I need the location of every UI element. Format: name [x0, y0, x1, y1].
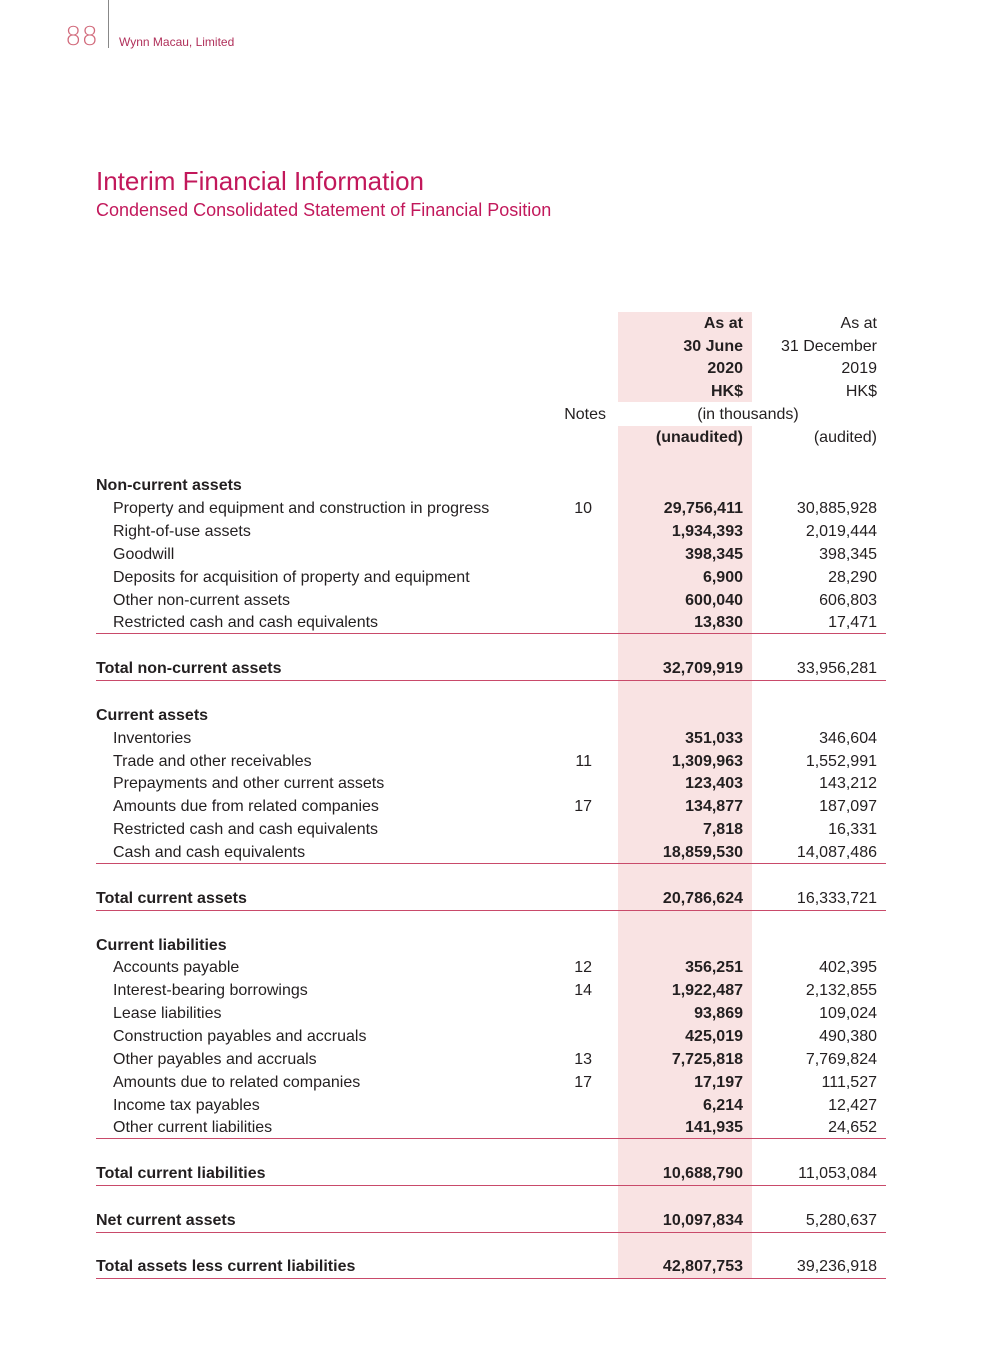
row-current-value: 29,756,411 [663, 500, 743, 517]
row-current-value: 18,859,530 [662, 844, 743, 861]
row-current-value: 141,935 [685, 1119, 743, 1136]
total-previous-value: 5,280,637 [805, 1212, 877, 1229]
current-col-header-line2: 30 June [683, 338, 743, 355]
notes-column-header: Notes [564, 406, 606, 423]
table-row [96, 1048, 886, 1071]
row-current-value: 123,403 [685, 775, 743, 792]
row-previous-value: 490,380 [819, 1028, 877, 1045]
row-label: Goodwill [113, 546, 175, 563]
row-current-value: 6,900 [702, 569, 743, 586]
total-previous-value: 16,333,721 [796, 890, 877, 907]
total-row-current-assets [96, 887, 886, 910]
row-current-value: 600,040 [685, 592, 743, 609]
table-row [96, 566, 886, 589]
row-previous-value: 30,885,928 [796, 500, 877, 517]
row-previous-value: 14,087,486 [796, 844, 877, 861]
row-label: Trade and other receivables [113, 753, 312, 770]
row-current-value: 93,869 [694, 1005, 743, 1022]
subtotal-rule [96, 1138, 886, 1139]
table-row [96, 543, 886, 566]
row-previous-value: 2,132,855 [805, 982, 877, 999]
units-label: (in thousands) [697, 406, 799, 423]
current-col-header-status: (unaudited) [655, 429, 743, 446]
row-current-value: 1,309,963 [671, 753, 743, 770]
table-row [96, 497, 886, 520]
section-heading-label: Current assets [96, 707, 209, 724]
row-label: Interest-bearing borrowings [113, 982, 308, 999]
row-current-value: 6,214 [702, 1097, 743, 1114]
row-current-value: 1,922,487 [671, 982, 743, 999]
table-row [96, 979, 886, 1002]
row-previous-value: 606,803 [819, 592, 877, 609]
row-current-value: 13,830 [694, 614, 743, 631]
company-name: Wynn Macau, Limited [119, 35, 235, 49]
row-current-value: 425,019 [685, 1028, 743, 1045]
table-row [96, 750, 886, 773]
row-current-value: 351,033 [685, 730, 743, 747]
total-label: Total current liabilities [96, 1165, 266, 1182]
row-previous-value: 17,471 [828, 614, 877, 631]
row-current-value: 7,725,818 [671, 1051, 743, 1068]
total-row-current-liabilities [96, 1162, 886, 1185]
row-label: Right-of-use assets [113, 523, 251, 540]
row-label: Lease liabilities [113, 1005, 222, 1022]
previous-col-header-line1: As at [840, 315, 877, 332]
row-label: Deposits for acquisition of property and equipment [113, 569, 470, 586]
table-row [96, 1025, 886, 1048]
section-heading-non-current-assets [96, 474, 886, 497]
total-current-value: 32,709,919 [662, 660, 743, 677]
row-note: 17 [574, 798, 592, 815]
row-label: Restricted cash and cash equivalents [113, 614, 379, 631]
row-previous-value: 187,097 [819, 798, 877, 815]
row-label: Construction payables and accruals [113, 1028, 367, 1045]
total-rule [96, 910, 886, 911]
row-previous-value: 346,604 [819, 730, 877, 747]
table-row [96, 520, 886, 543]
row-label: Restricted cash and cash equivalents [113, 821, 379, 838]
row-label: Accounts payable [113, 959, 240, 976]
total-previous-value: 33,956,281 [796, 660, 877, 677]
total-rule [96, 1278, 886, 1279]
row-previous-value: 28,290 [828, 569, 877, 586]
row-label: Property and equipment and construction in progress [113, 500, 490, 517]
row-previous-value: 2,019,444 [805, 523, 877, 540]
section-heading-current-liabilities [96, 934, 886, 957]
table-row [96, 772, 886, 795]
total-label: Total non-current assets [96, 660, 282, 677]
table-row [96, 727, 886, 750]
total-current-value: 10,688,790 [662, 1165, 743, 1182]
table-row [96, 1116, 886, 1139]
row-note: 12 [574, 959, 592, 976]
row-label: Amounts due from related companies [113, 798, 379, 815]
row-label: Other payables and accruals [113, 1051, 317, 1068]
current-col-header-currency: HK$ [710, 383, 743, 400]
total-label: Total current assets [96, 890, 247, 907]
row-note: 17 [574, 1074, 592, 1091]
table-row [96, 1094, 886, 1117]
total-rule [96, 1232, 886, 1233]
total-previous-value: 11,053,084 [798, 1165, 877, 1182]
row-previous-value: 16,331 [828, 821, 877, 838]
row-label: Amounts due to related companies [113, 1074, 361, 1091]
total-previous-value: 39,236,918 [796, 1258, 877, 1275]
row-label: Cash and cash equivalents [113, 844, 306, 861]
previous-col-header-line3: 2019 [841, 360, 877, 377]
subtotal-rule [96, 633, 886, 634]
current-col-header-line1: As at [703, 315, 743, 332]
row-previous-value: 398,345 [819, 546, 877, 563]
total-row-total-assets-less-current-liabilities [96, 1255, 886, 1278]
table-row [96, 818, 886, 841]
row-current-value: 7,818 [702, 821, 743, 838]
row-previous-value: 111,527 [821, 1074, 877, 1091]
row-current-value: 17,197 [694, 1074, 743, 1091]
row-current-value: 1,934,393 [671, 523, 743, 540]
table-row [96, 795, 886, 818]
total-current-value: 10,097,834 [662, 1212, 743, 1229]
row-label: Other non-current assets [113, 592, 290, 609]
table-row [96, 1071, 886, 1094]
page-title: Interim Financial Information [96, 166, 425, 196]
row-note: 14 [574, 982, 592, 999]
row-previous-value: 12,427 [828, 1097, 877, 1114]
previous-col-header-line2: 31 December [780, 338, 877, 355]
row-label: Income tax payables [113, 1097, 260, 1114]
row-previous-value: 1,552,991 [805, 753, 877, 770]
row-previous-value: 143,212 [819, 775, 877, 792]
table-row [96, 589, 886, 612]
header-divider [108, 0, 109, 48]
total-current-value: 20,786,624 [662, 890, 743, 907]
row-label: Other current liabilities [113, 1119, 273, 1136]
table-row [96, 841, 886, 864]
previous-col-header-status: (audited) [813, 429, 877, 446]
row-note: 11 [575, 753, 592, 770]
section-heading-label: Non-current assets [96, 477, 242, 494]
total-label: Net current assets [96, 1212, 236, 1229]
page-subtitle: Condensed Consolidated Statement of Financial Position [96, 200, 552, 220]
row-current-value: 356,251 [685, 959, 743, 976]
row-note: 13 [574, 1051, 592, 1068]
total-row-non-current-assets [96, 657, 886, 680]
current-col-header-line3: 2020 [707, 360, 743, 377]
row-current-value: 134,877 [685, 798, 743, 815]
row-current-value: 398,345 [685, 546, 743, 563]
row-previous-value: 402,395 [819, 959, 877, 976]
row-note: 10 [574, 500, 592, 517]
row-previous-value: 7,769,824 [805, 1051, 877, 1068]
table-row [96, 611, 886, 634]
section-heading-label: Current liabilities [96, 937, 227, 954]
total-label: Total assets less current liabilities [96, 1258, 356, 1275]
row-label: Prepayments and other current assets [113, 775, 385, 792]
row-previous-value: 24,652 [828, 1119, 877, 1136]
row-previous-value: 109,024 [819, 1005, 877, 1022]
table-row [96, 1002, 886, 1025]
row-label: Inventories [113, 730, 192, 747]
section-heading-current-assets [96, 704, 886, 727]
total-current-value: 42,807,753 [662, 1258, 743, 1275]
table-row [96, 956, 886, 979]
total-rule [96, 1185, 886, 1186]
previous-col-header-currency: HK$ [845, 383, 877, 400]
subtotal-rule [96, 863, 886, 864]
total-row-net-current-assets [96, 1209, 886, 1232]
page-number: 88 [65, 22, 99, 52]
total-rule [96, 680, 886, 681]
